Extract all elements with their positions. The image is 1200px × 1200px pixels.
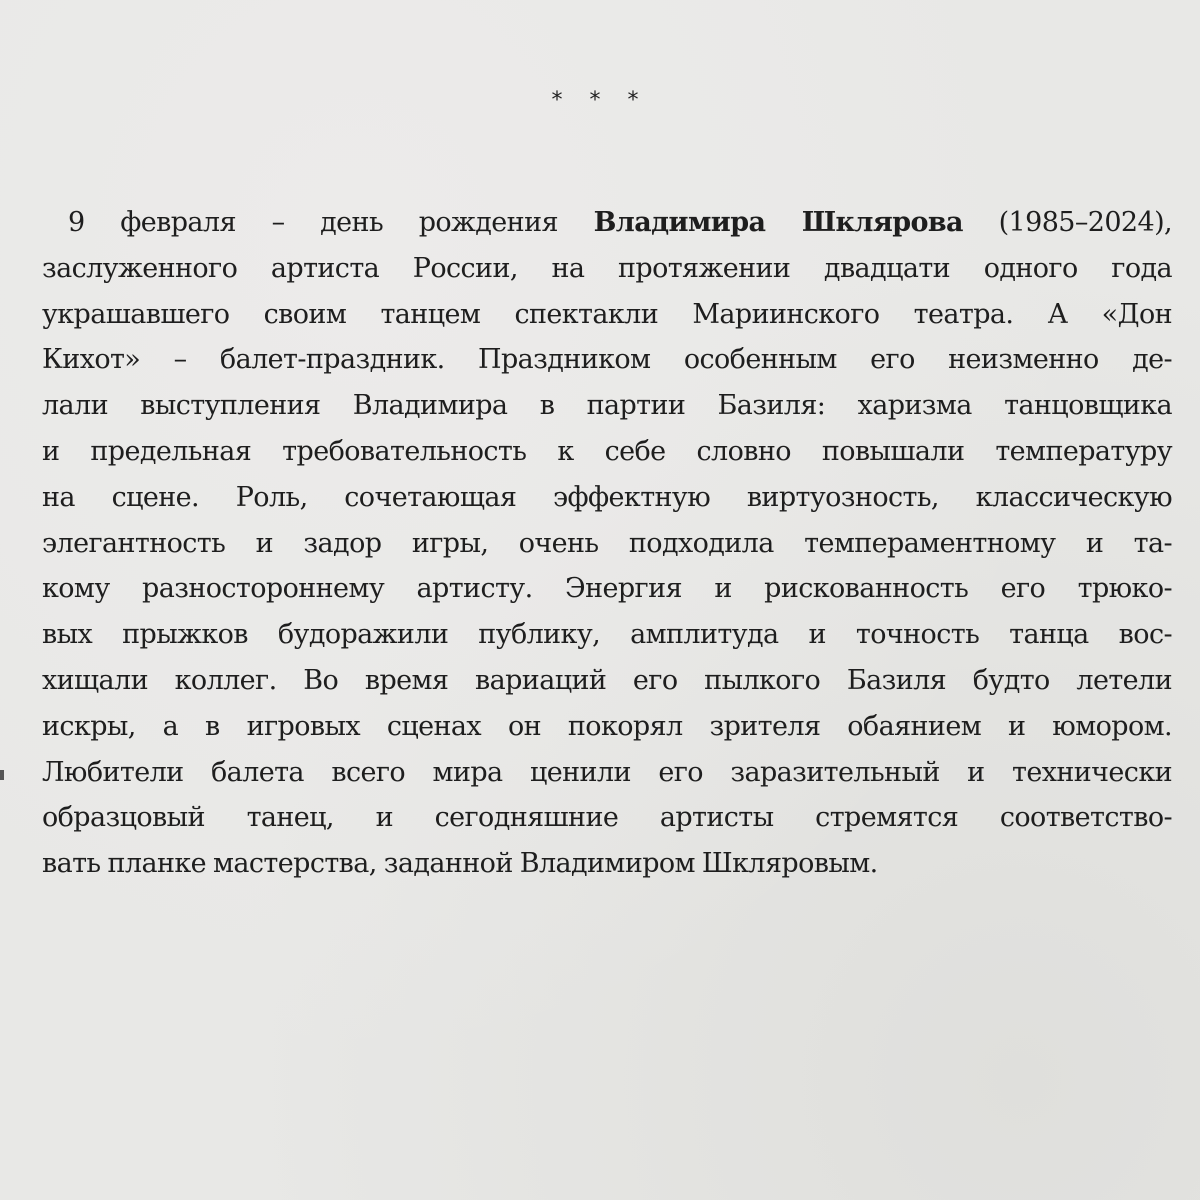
line1-dates: (1985–2024), — [962, 207, 1172, 238]
text-line-12: искры, а в игровых сценах он покорял зрителя обаянием и юмором. — [42, 710, 1172, 742]
page-edge-mark — [0, 770, 4, 780]
text-line-13: Любители балета всего мира ценили его заразительный и технически — [42, 756, 1172, 788]
text-line-5: лали выступления Владимира в партии Базиля: харизма танцовщика — [42, 390, 1172, 422]
text-line-11: хищали коллег. Во время вариаций его пылкого Базиля будто летели — [42, 664, 1172, 696]
section-separator: * * * — [551, 88, 649, 113]
text-line-1 — [42, 200, 1172, 246]
line1-lead: 9 февраля – день рождения — [68, 207, 594, 238]
text-line-4: Кихот» – балет-праздник. Праздником особенным его неизменно де- — [42, 344, 1172, 376]
text-line-15: вать планке мастерства, заданной Владимиром Шкляровым. — [42, 848, 878, 880]
text-line-3: украшавшего своим танцем спектакли Мариинского театра. А «Дон — [42, 298, 1172, 330]
text-line-14: образцовый танец, и сегодняшние артисты стремятся соответство- — [42, 802, 1172, 834]
text-line-2: заслуженного артиста России, на протяжении двадцати одного года — [42, 252, 1172, 284]
person-name: Владимира Шклярова — [593, 207, 963, 238]
text-line-9: кому разностороннему артисту. Энергия и рискованность его трюко- — [42, 573, 1172, 605]
text-line-6: и предельная требовательность к себе словно повышали температуру — [42, 435, 1172, 467]
paragraph — [42, 200, 1172, 887]
text-line-10: вых прыжков будоражили публику, амплитуда и точность танца вос- — [42, 619, 1172, 651]
text-line-8: элегантность и задор игры, очень подходила темпераментному и та- — [42, 527, 1172, 559]
text-line-7: на сцене. Роль, сочетающая эффектную виртуозность, классическую — [42, 481, 1172, 513]
